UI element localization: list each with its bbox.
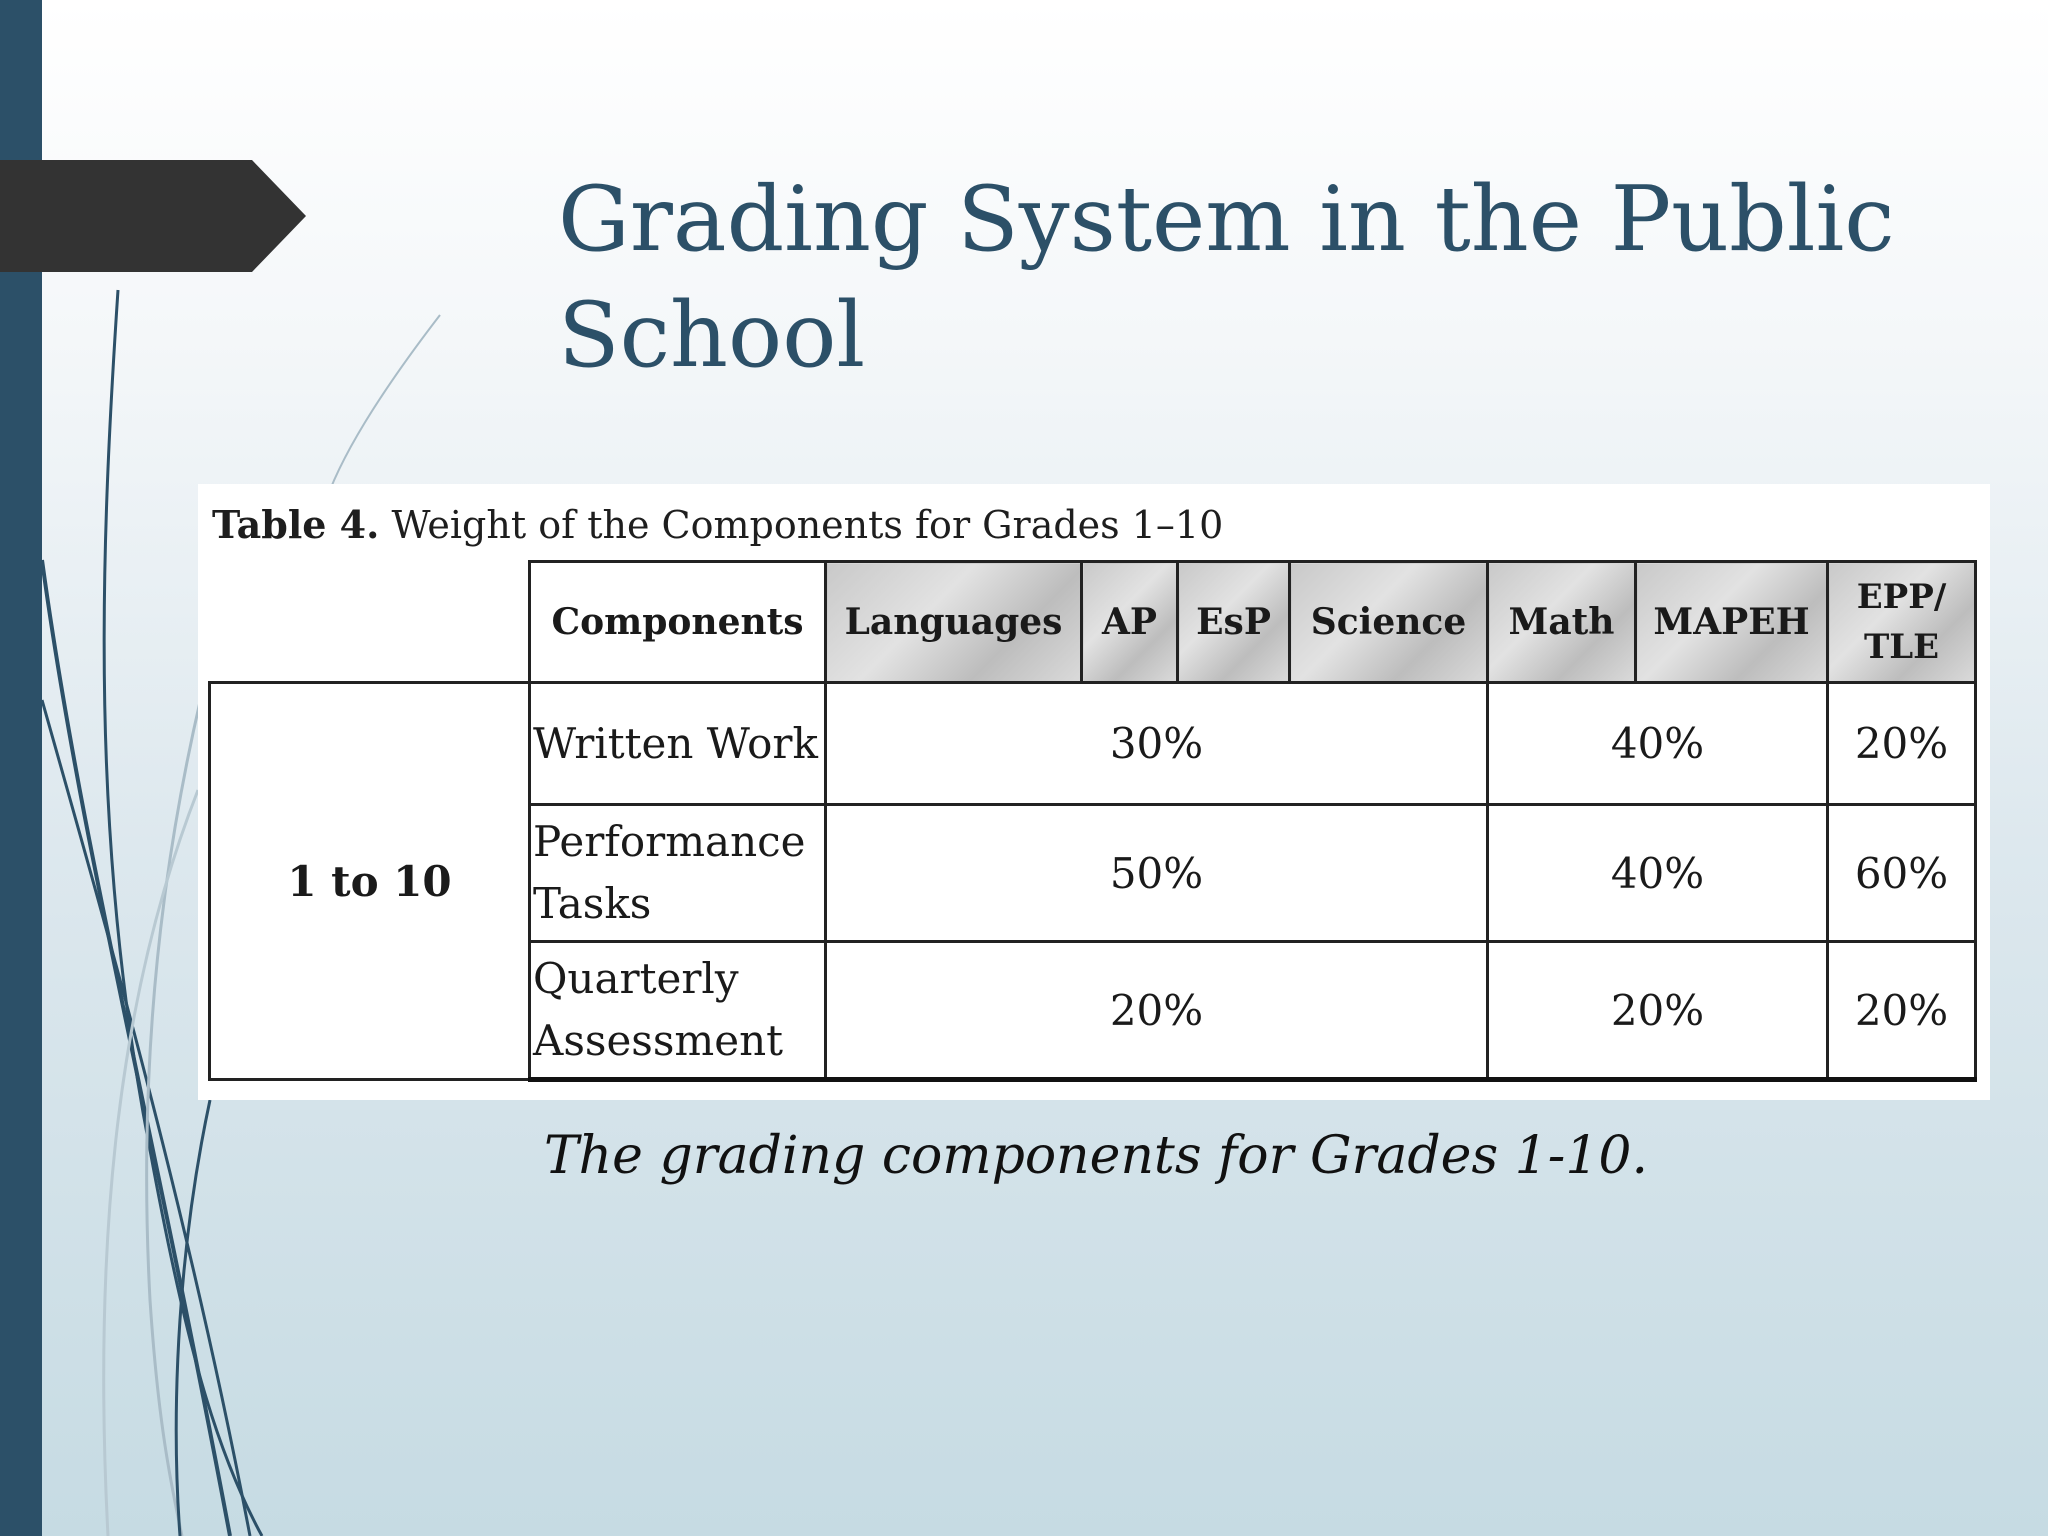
table-caption-text: Weight of the Components for Grades 1–10	[379, 503, 1224, 547]
weight-cell-languages-ap-esp: 20%	[826, 942, 1488, 1080]
table-row	[210, 683, 1976, 804]
component-quarterly-assessment	[530, 942, 826, 1080]
weight-cell-languages-ap-esp: 50%	[826, 804, 1488, 942]
header-math: Math	[1488, 562, 1636, 683]
component-label-line2: Tasks	[533, 879, 652, 929]
weight-cell-languages-ap-esp: 30%	[826, 683, 1488, 804]
table-caption	[212, 502, 1223, 547]
grading-table-image	[198, 484, 1990, 1100]
slide-caption: The grading components for Grades 1-10.	[544, 1126, 1649, 1186]
weight-cell-science-math: 40%	[1488, 804, 1828, 942]
header-ap: AP	[1082, 562, 1178, 683]
weight-cell-science-math: 40%	[1488, 683, 1828, 804]
weight-cell-mapeh-epp: 20%	[1828, 683, 1976, 804]
component-written-work: Written Work	[530, 683, 826, 804]
title-tab-arrow	[0, 160, 306, 272]
component-label-line1: Quarterly	[533, 954, 739, 1004]
table-caption-label: Table 4.	[212, 502, 380, 547]
slide-title: Grading System in the Public School	[558, 167, 1895, 388]
header-mapeh: MAPEH	[1636, 562, 1828, 683]
weight-cell-science-math: 20%	[1488, 942, 1828, 1080]
blank-corner-cell	[210, 562, 530, 683]
header-languages: Languages	[826, 562, 1082, 683]
components-weight-table	[208, 560, 1977, 1082]
weight-cell-mapeh-epp: 20%	[1828, 942, 1976, 1080]
header-epp-tle	[1828, 562, 1976, 683]
header-science: Science	[1290, 562, 1488, 683]
header-esp: EsP	[1178, 562, 1290, 683]
component-label-line1: Performance	[533, 817, 806, 867]
weight-cell-mapeh-epp: 60%	[1828, 804, 1976, 942]
header-components: Components	[530, 562, 826, 683]
component-performance-tasks	[530, 804, 826, 942]
grade-range-cell: 1 to 10	[210, 683, 530, 1080]
header-epp-line1: EPP/	[1856, 577, 1947, 618]
header-row	[210, 562, 1976, 683]
header-epp-line2: TLE	[1863, 627, 1940, 668]
component-label-line2: Assessment	[533, 1016, 784, 1066]
